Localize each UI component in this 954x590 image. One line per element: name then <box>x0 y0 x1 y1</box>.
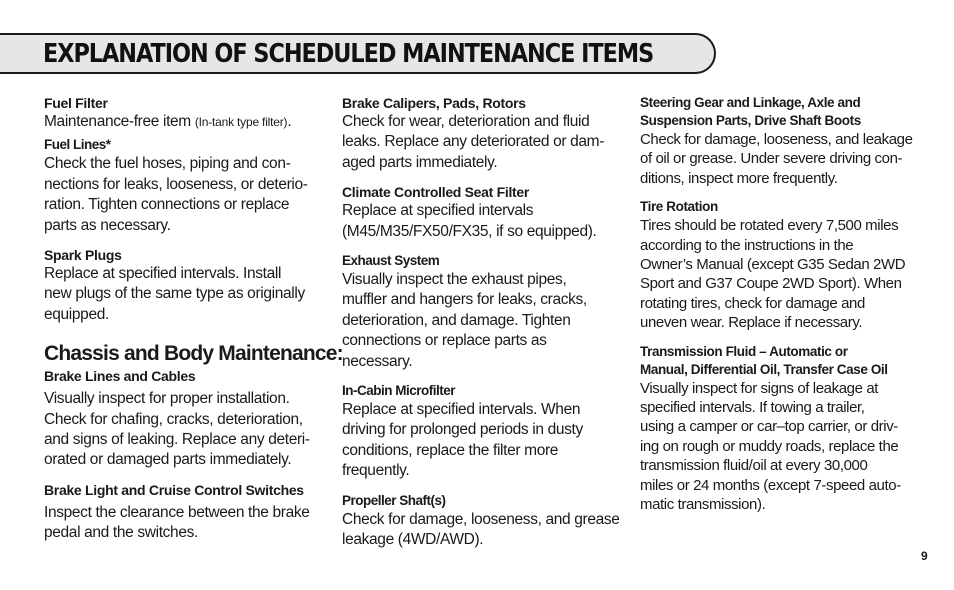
body-line: Check for damage, looseness, and leakage <box>640 131 913 148</box>
page-title: EXPLANATION OF SCHEDULED MAINTENANCE ITEMS <box>43 39 654 69</box>
body-line: necessary. <box>342 352 413 370</box>
body-line: Replace at specified intervals <box>342 202 534 220</box>
spark-plugs-heading: Spark Plugs <box>44 247 122 264</box>
body-line: deterioration, and damage. Tighten <box>342 311 571 329</box>
body-line: ing on rough or muddy roads, replace the <box>640 437 899 455</box>
exhaust-heading: Exhaust System <box>342 253 440 269</box>
body-line: Tires should be rotated every 7,500 miles <box>640 217 899 235</box>
fuel-filter-text <box>44 112 334 132</box>
body-line: new plugs of the same type as originally <box>44 285 305 303</box>
tire-rotation-heading: Tire Rotation <box>640 199 718 215</box>
fuel-lines-body <box>44 154 334 236</box>
brake-lines-body <box>44 389 334 471</box>
fuel-filter-end: . <box>287 113 292 130</box>
body-line: Visually inspect for signs of leakage at <box>640 379 879 397</box>
body-line: Replace at specified intervals. When <box>342 401 581 419</box>
body-line: nections for leaks, looseness, or deterio- <box>44 175 308 193</box>
body-line: aged parts immediately. <box>342 153 498 171</box>
fuel-filter-heading: Fuel Filter <box>44 95 108 111</box>
seat-filter-body <box>342 201 634 242</box>
body-line: Check the fuel hoses, piping and con- <box>44 155 291 173</box>
body-line: orated or damaged parts immediately. <box>44 451 292 469</box>
seat-filter-heading: Climate Controlled Seat Filter <box>342 184 530 201</box>
steering-heading-2: Suspension Parts, Drive Shaft Boots <box>640 113 861 128</box>
body-line: ration. Tighten connections or replace <box>44 196 290 214</box>
body-line: parts as necessary. <box>44 216 171 234</box>
column-2 <box>342 94 634 551</box>
body-line: (M45/M35/FX50/FX35, if so equipped). <box>342 222 597 240</box>
transmission-heading: Transmission Fluid – Automatic or <box>640 343 848 359</box>
body-line: connections or replace parts as <box>342 332 547 350</box>
body-line: leakage (4WD/AWD). <box>342 531 484 549</box>
steering-body <box>640 130 930 188</box>
body-line: pedal and the switches. <box>44 524 198 542</box>
body-line: Owner’s Manual (except G35 Sedan 2WD <box>640 256 906 274</box>
brake-light-heading: Brake Light and Cruise Control Switches <box>44 481 304 498</box>
propeller-heading: Propeller Shaft(s) <box>342 492 446 508</box>
fuel-filter-body: Maintenance-free item <box>44 113 195 130</box>
title-banner <box>0 33 716 74</box>
body-line: specified intervals. If towing a trailer, <box>640 399 865 417</box>
propeller-body <box>342 510 634 551</box>
body-line: Visually inspect for proper installation. <box>44 390 290 408</box>
body-line: and signs of leaking. Replace any deteri- <box>44 431 310 449</box>
transmission-heading-2: Manual, Differential Oil, Transfer Case Oil <box>640 361 888 377</box>
body-line: ditions, inspect more frequently. <box>640 169 838 187</box>
steering-heading: Steering Gear and Linkage, Axle and <box>640 95 861 110</box>
body-line: Check for chafing, cracks, deterioration, <box>44 410 303 428</box>
body-line: matic transmission). <box>640 496 766 514</box>
body-line: of oil or grease. Under severe driving con- <box>640 150 903 168</box>
column-3 <box>640 94 930 515</box>
brake-calipers-body <box>342 112 634 173</box>
tire-rotation-body <box>640 216 930 332</box>
body-line: transmission fluid/oil at every 30,000 <box>640 457 868 475</box>
page-number: 9 <box>921 549 928 563</box>
transmission-body <box>640 379 930 515</box>
column-1 <box>44 94 343 544</box>
body-line: muffler and hangers for leaks, cracks, <box>342 291 587 309</box>
microfilter-heading: In-Cabin Microfilter <box>342 383 456 399</box>
fuel-filter-note: (In-tank type filter) <box>194 115 288 129</box>
body-line: Check for damage, looseness, and grease <box>342 510 620 528</box>
body-line: driving for prolonged periods in dusty <box>342 421 583 439</box>
body-line: conditions, replace the filter more <box>342 441 559 459</box>
body-line: frequently. <box>342 462 410 480</box>
section-title-chassis: Chassis and Body Maintenance: <box>44 342 343 366</box>
body-line: according to the instructions in the <box>640 236 854 254</box>
body-line: uneven wear. Replace if necessary. <box>640 314 863 332</box>
exhaust-body <box>342 270 634 372</box>
body-line: Visually inspect the exhaust pipes, <box>342 271 567 289</box>
body-line: Inspect the clearance between the brake <box>44 503 310 521</box>
spark-plugs-body <box>44 264 334 325</box>
body-line: Check for wear, deterioration and fluid <box>342 113 590 130</box>
microfilter-body <box>342 400 634 482</box>
body-line: Sport and G37 Coupe 2WD Sport). When <box>640 275 902 293</box>
body-line: miles or 24 months (except 7-speed auto- <box>640 476 901 494</box>
fuel-lines-heading: Fuel Lines* <box>44 137 111 153</box>
body-line: equipped. <box>44 305 109 323</box>
brake-lines-heading: Brake Lines and Cables <box>44 368 196 385</box>
body-line: leaks. Replace any deteriorated or dam- <box>342 133 605 151</box>
brake-light-body <box>44 503 334 544</box>
body-line: using a camper or car–top carrier, or driv- <box>640 418 898 436</box>
body-line: Replace at specified intervals. Install <box>44 265 282 283</box>
body-line: rotating tires, check for damage and <box>640 294 865 312</box>
brake-calipers-heading: Brake Calipers, Pads, Rotors <box>342 95 526 111</box>
